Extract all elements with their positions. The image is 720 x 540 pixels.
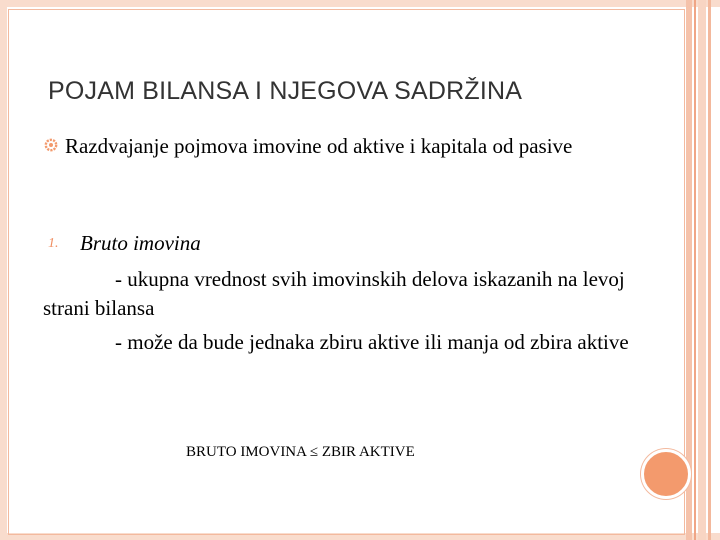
decorative-rail (686, 0, 692, 540)
description-line-2-text: - može da bude jednaka zbiru aktive ili manja od zbira aktive (115, 330, 629, 354)
bullet-item (44, 132, 644, 160)
list-number: 1. (48, 236, 59, 251)
decorative-rail (698, 0, 706, 540)
description-line-1 (43, 265, 633, 323)
slide-title: POJAM BILANSA I NJEGOVA SADRŽINA (48, 77, 523, 105)
description-line-1-text: - ukupna vrednost svih imovinskih delova iskazanih na levoj strani bilansa (43, 267, 625, 320)
decorative-rail (708, 0, 711, 540)
list-heading: Bruto imovina (80, 231, 201, 255)
bullet-text: Razdvajanje pojmova imovine od aktive i kapitala od pasive (65, 134, 573, 158)
description-line-2 (43, 328, 633, 357)
decorative-rail (694, 0, 696, 540)
formula: BRUTO IMOVINA ≤ ZBIR AKTIVE (186, 444, 415, 460)
decorative-circle (641, 449, 691, 499)
gear-bullet-icon (44, 138, 58, 152)
